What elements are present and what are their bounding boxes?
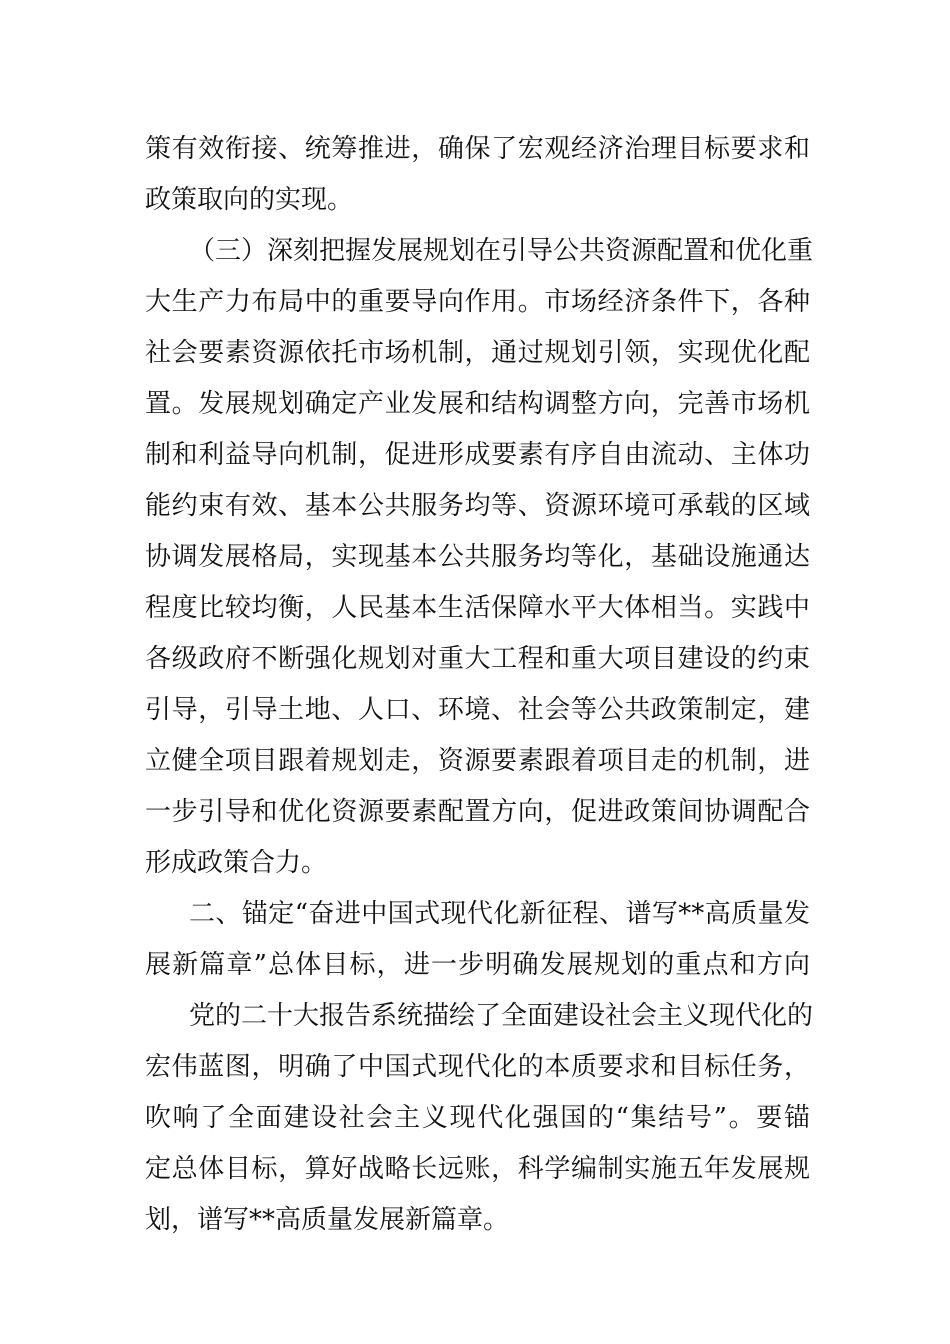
text-line: 吹响了全面建设社会主义现代化强国的“集结号”。要锚: [145, 1103, 810, 1133]
chapter-heading-line: 二、锚定“奋进中国式现代化新征程、谱写**高质量发: [189, 899, 810, 929]
text-line: 政策取向的实现。: [145, 185, 354, 215]
section-heading-line: （三）深刻把握发展规划在引导公共资源配置和优化重: [189, 236, 814, 266]
text-line: 程度比较均衡，人民基本生活保障水平大体相当。实践中: [145, 593, 810, 623]
text-line: 社会要素资源依托市场机制，通过规划引领，实现优化配: [145, 338, 810, 368]
text-line: 划，谱写**高质量发展新篇章。: [145, 1205, 510, 1235]
text-line: 引导，引导土地、人口、环境、社会等公共政策制定，建: [145, 695, 810, 725]
text-line: 一步引导和优化资源要素配置方向，促进政策间协调配合: [145, 797, 810, 827]
text-line: 制和利益导向机制，促进形成要素有序自由流动、主体功: [145, 440, 810, 470]
text-line: 策有效衔接、统筹推进，确保了宏观经济治理目标要求和: [145, 134, 810, 164]
text-line: 大生产力布局中的重要导向作用。市场经济条件下，各种: [145, 287, 810, 317]
text-line: 立健全项目跟着规划走，资源要素跟着项目走的机制，进: [145, 746, 810, 776]
text-line: 定总体目标，算好战略长远账，科学编制实施五年发展规: [145, 1154, 810, 1184]
text-line: 宏伟蓝图，明确了中国式现代化的本质要求和目标任务，: [145, 1052, 810, 1082]
text-line: 各级政府不断强化规划对重大工程和重大项目建设的约束: [145, 644, 810, 674]
text-line: 置。发展规划确定产业发展和结构调整方向，完善市场机: [145, 389, 810, 419]
text-line: 形成政策合力。: [145, 848, 328, 878]
chapter-heading-line: 展新篇章”总体目标，进一步明确发展规划的重点和方向: [145, 950, 810, 980]
text-line: 党的二十大报告系统描绘了全面建设社会主义现代化的: [189, 1001, 814, 1031]
text-line: 能约束有效、基本公共服务均等、资源环境可承载的区域: [145, 491, 810, 521]
text-line: 协调发展格局，实现基本公共服务均等化，基础设施通达: [145, 542, 810, 572]
document-body: [145, 124, 814, 1246]
